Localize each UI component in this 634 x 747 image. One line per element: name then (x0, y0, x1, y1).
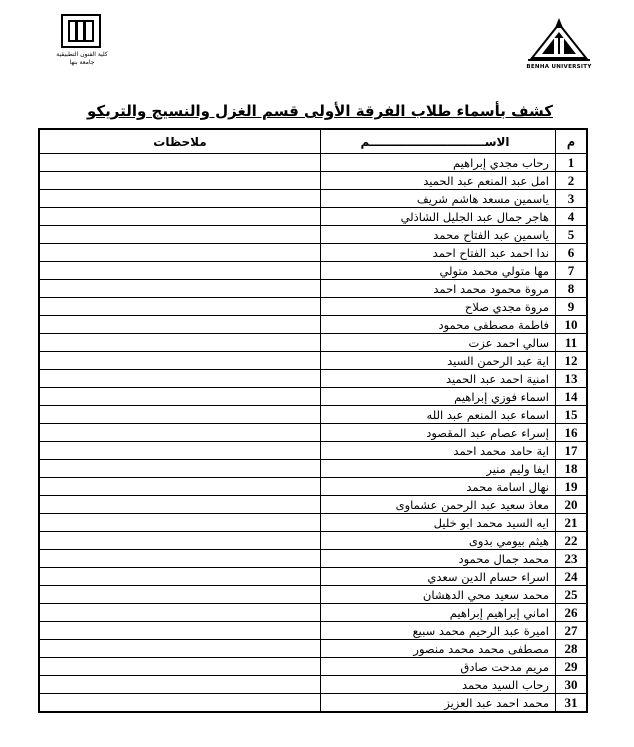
university-logo (524, 14, 594, 76)
notes-cell (39, 172, 321, 190)
student-name: محمد احمد عبد العزيز (321, 694, 556, 713)
row-number: 20 (556, 496, 588, 514)
faculty-logo (52, 14, 112, 72)
column-header-name: الاســــــــــــــــــــــــــــم (321, 129, 556, 154)
row-number: 29 (556, 658, 588, 676)
notes-cell (39, 496, 321, 514)
student-name: مروة محمود محمد احمد (321, 280, 556, 298)
table-row (39, 154, 587, 172)
student-name: معاذ سعيد عبد الرحمن عشماوى (321, 496, 556, 514)
table-row (39, 424, 587, 442)
student-name: مروة مجدي صلاح (321, 298, 556, 316)
notes-cell (39, 244, 321, 262)
student-name: اميرة عبد الرحيم محمد سبيع (321, 622, 556, 640)
row-number: 14 (556, 388, 588, 406)
notes-cell (39, 406, 321, 424)
notes-cell (39, 334, 321, 352)
table-row (39, 226, 587, 244)
table-row (39, 334, 587, 352)
page-title: كشف بأسماء طلاب الفرقة الأولى قسم الغزل والنسيج والتريكو (86, 102, 554, 120)
student-name: اية حامد محمد احمد (321, 442, 556, 460)
table-row (39, 604, 587, 622)
row-number: 23 (556, 550, 588, 568)
student-name: مصطفى محمد محمد منصور (321, 640, 556, 658)
student-name: ياسمين مسعد هاشم شريف (321, 190, 556, 208)
notes-cell (39, 622, 321, 640)
notes-cell (39, 676, 321, 694)
student-name: ايفا وليم منير (321, 460, 556, 478)
student-name: امنية احمد عبد الحميد (321, 370, 556, 388)
notes-cell (39, 586, 321, 604)
notes-cell (39, 208, 321, 226)
student-roster-table (38, 128, 588, 713)
student-name: هاجر جمال عبد الجليل الشاذلي (321, 208, 556, 226)
table-row (39, 172, 587, 190)
notes-cell (39, 694, 321, 713)
notes-cell (39, 190, 321, 208)
notes-cell (39, 316, 321, 334)
notes-cell (39, 262, 321, 280)
row-number: 4 (556, 208, 588, 226)
row-number: 24 (556, 568, 588, 586)
table-row (39, 550, 587, 568)
table-row (39, 640, 587, 658)
notes-cell (39, 298, 321, 316)
row-number: 31 (556, 694, 588, 713)
row-number: 13 (556, 370, 588, 388)
notes-cell (39, 352, 321, 370)
row-number: 3 (556, 190, 588, 208)
table-row (39, 460, 587, 478)
student-name: محمد سعيد محي الدهشان (321, 586, 556, 604)
table-row (39, 244, 587, 262)
student-name: اسماء فوزي إبراهيم (321, 388, 556, 406)
notes-cell (39, 604, 321, 622)
student-name: فاطمة مصطفى محمود (321, 316, 556, 334)
row-number: 27 (556, 622, 588, 640)
table-row (39, 586, 587, 604)
notes-cell (39, 388, 321, 406)
faculty-logo-mark (61, 14, 101, 48)
column-header-notes: ملاحظات (39, 129, 321, 154)
student-name: ايه السيد محمد ابو خليل (321, 514, 556, 532)
table-row (39, 658, 587, 676)
university-emblem-icon (524, 14, 594, 64)
student-name: هيثم بيومي بدوى (321, 532, 556, 550)
row-number: 22 (556, 532, 588, 550)
notes-cell (39, 514, 321, 532)
notes-cell (39, 442, 321, 460)
notes-cell (39, 478, 321, 496)
row-number: 25 (556, 586, 588, 604)
table-row (39, 298, 587, 316)
university-logo-caption: BENHA UNIVERSITY (526, 64, 592, 70)
row-number: 7 (556, 262, 588, 280)
student-name: رحاب مجدي إبراهيم (321, 154, 556, 172)
row-number: 5 (556, 226, 588, 244)
row-number: 16 (556, 424, 588, 442)
row-number: 18 (556, 460, 588, 478)
student-name: مريم مدحت صادق (321, 658, 556, 676)
row-number: 6 (556, 244, 588, 262)
row-number: 8 (556, 280, 588, 298)
student-name: اماني إبراهيم إبراهيم (321, 604, 556, 622)
row-number: 15 (556, 406, 588, 424)
student-name: ياسمين عبد الفتاح محمد (321, 226, 556, 244)
table-header-row (39, 129, 587, 154)
student-name: اسماء عبد المنعم عبد الله (321, 406, 556, 424)
table-row (39, 370, 587, 388)
notes-cell (39, 640, 321, 658)
table-row (39, 514, 587, 532)
table-row (39, 262, 587, 280)
table-row (39, 676, 587, 694)
row-number: 21 (556, 514, 588, 532)
table-row (39, 352, 587, 370)
notes-cell (39, 424, 321, 442)
table-row (39, 568, 587, 586)
table-row (39, 280, 587, 298)
table-row (39, 622, 587, 640)
notes-cell (39, 460, 321, 478)
table-row (39, 478, 587, 496)
student-name: ندا احمد عبد الفتاح احمد (321, 244, 556, 262)
notes-cell (39, 280, 321, 298)
row-number: 2 (556, 172, 588, 190)
student-name: نهال اسامة محمد (321, 478, 556, 496)
notes-cell (39, 532, 321, 550)
student-name: محمد جمال محمود (321, 550, 556, 568)
student-name: امل عبد المنعم عبد الحميد (321, 172, 556, 190)
student-name: رحاب السيد محمد (321, 676, 556, 694)
notes-cell (39, 370, 321, 388)
table-row (39, 208, 587, 226)
notes-cell (39, 658, 321, 676)
row-number: 17 (556, 442, 588, 460)
row-number: 28 (556, 640, 588, 658)
table-row (39, 190, 587, 208)
table-row (39, 532, 587, 550)
table-row (39, 496, 587, 514)
student-name: اية عبد الرحمن السيد (321, 352, 556, 370)
column-header-number: م (556, 129, 588, 154)
student-name: سالي احمد عزت (321, 334, 556, 352)
table-row (39, 406, 587, 424)
table-row (39, 388, 587, 406)
row-number: 12 (556, 352, 588, 370)
table-row (39, 442, 587, 460)
row-number: 9 (556, 298, 588, 316)
row-number: 1 (556, 154, 588, 172)
table-row (39, 694, 587, 713)
faculty-logo-caption: كلية الفنون التطبيقية جامعة بنها (56, 51, 108, 66)
student-name: اسراء حسام الدين سعدي (321, 568, 556, 586)
row-number: 11 (556, 334, 588, 352)
table-row (39, 316, 587, 334)
notes-cell (39, 568, 321, 586)
notes-cell (39, 154, 321, 172)
notes-cell (39, 226, 321, 244)
row-number: 26 (556, 604, 588, 622)
student-name: إسراء عصام عبد المقصود (321, 424, 556, 442)
row-number: 10 (556, 316, 588, 334)
row-number: 19 (556, 478, 588, 496)
row-number: 30 (556, 676, 588, 694)
student-name: مها متولي محمد متولي (321, 262, 556, 280)
notes-cell (39, 550, 321, 568)
